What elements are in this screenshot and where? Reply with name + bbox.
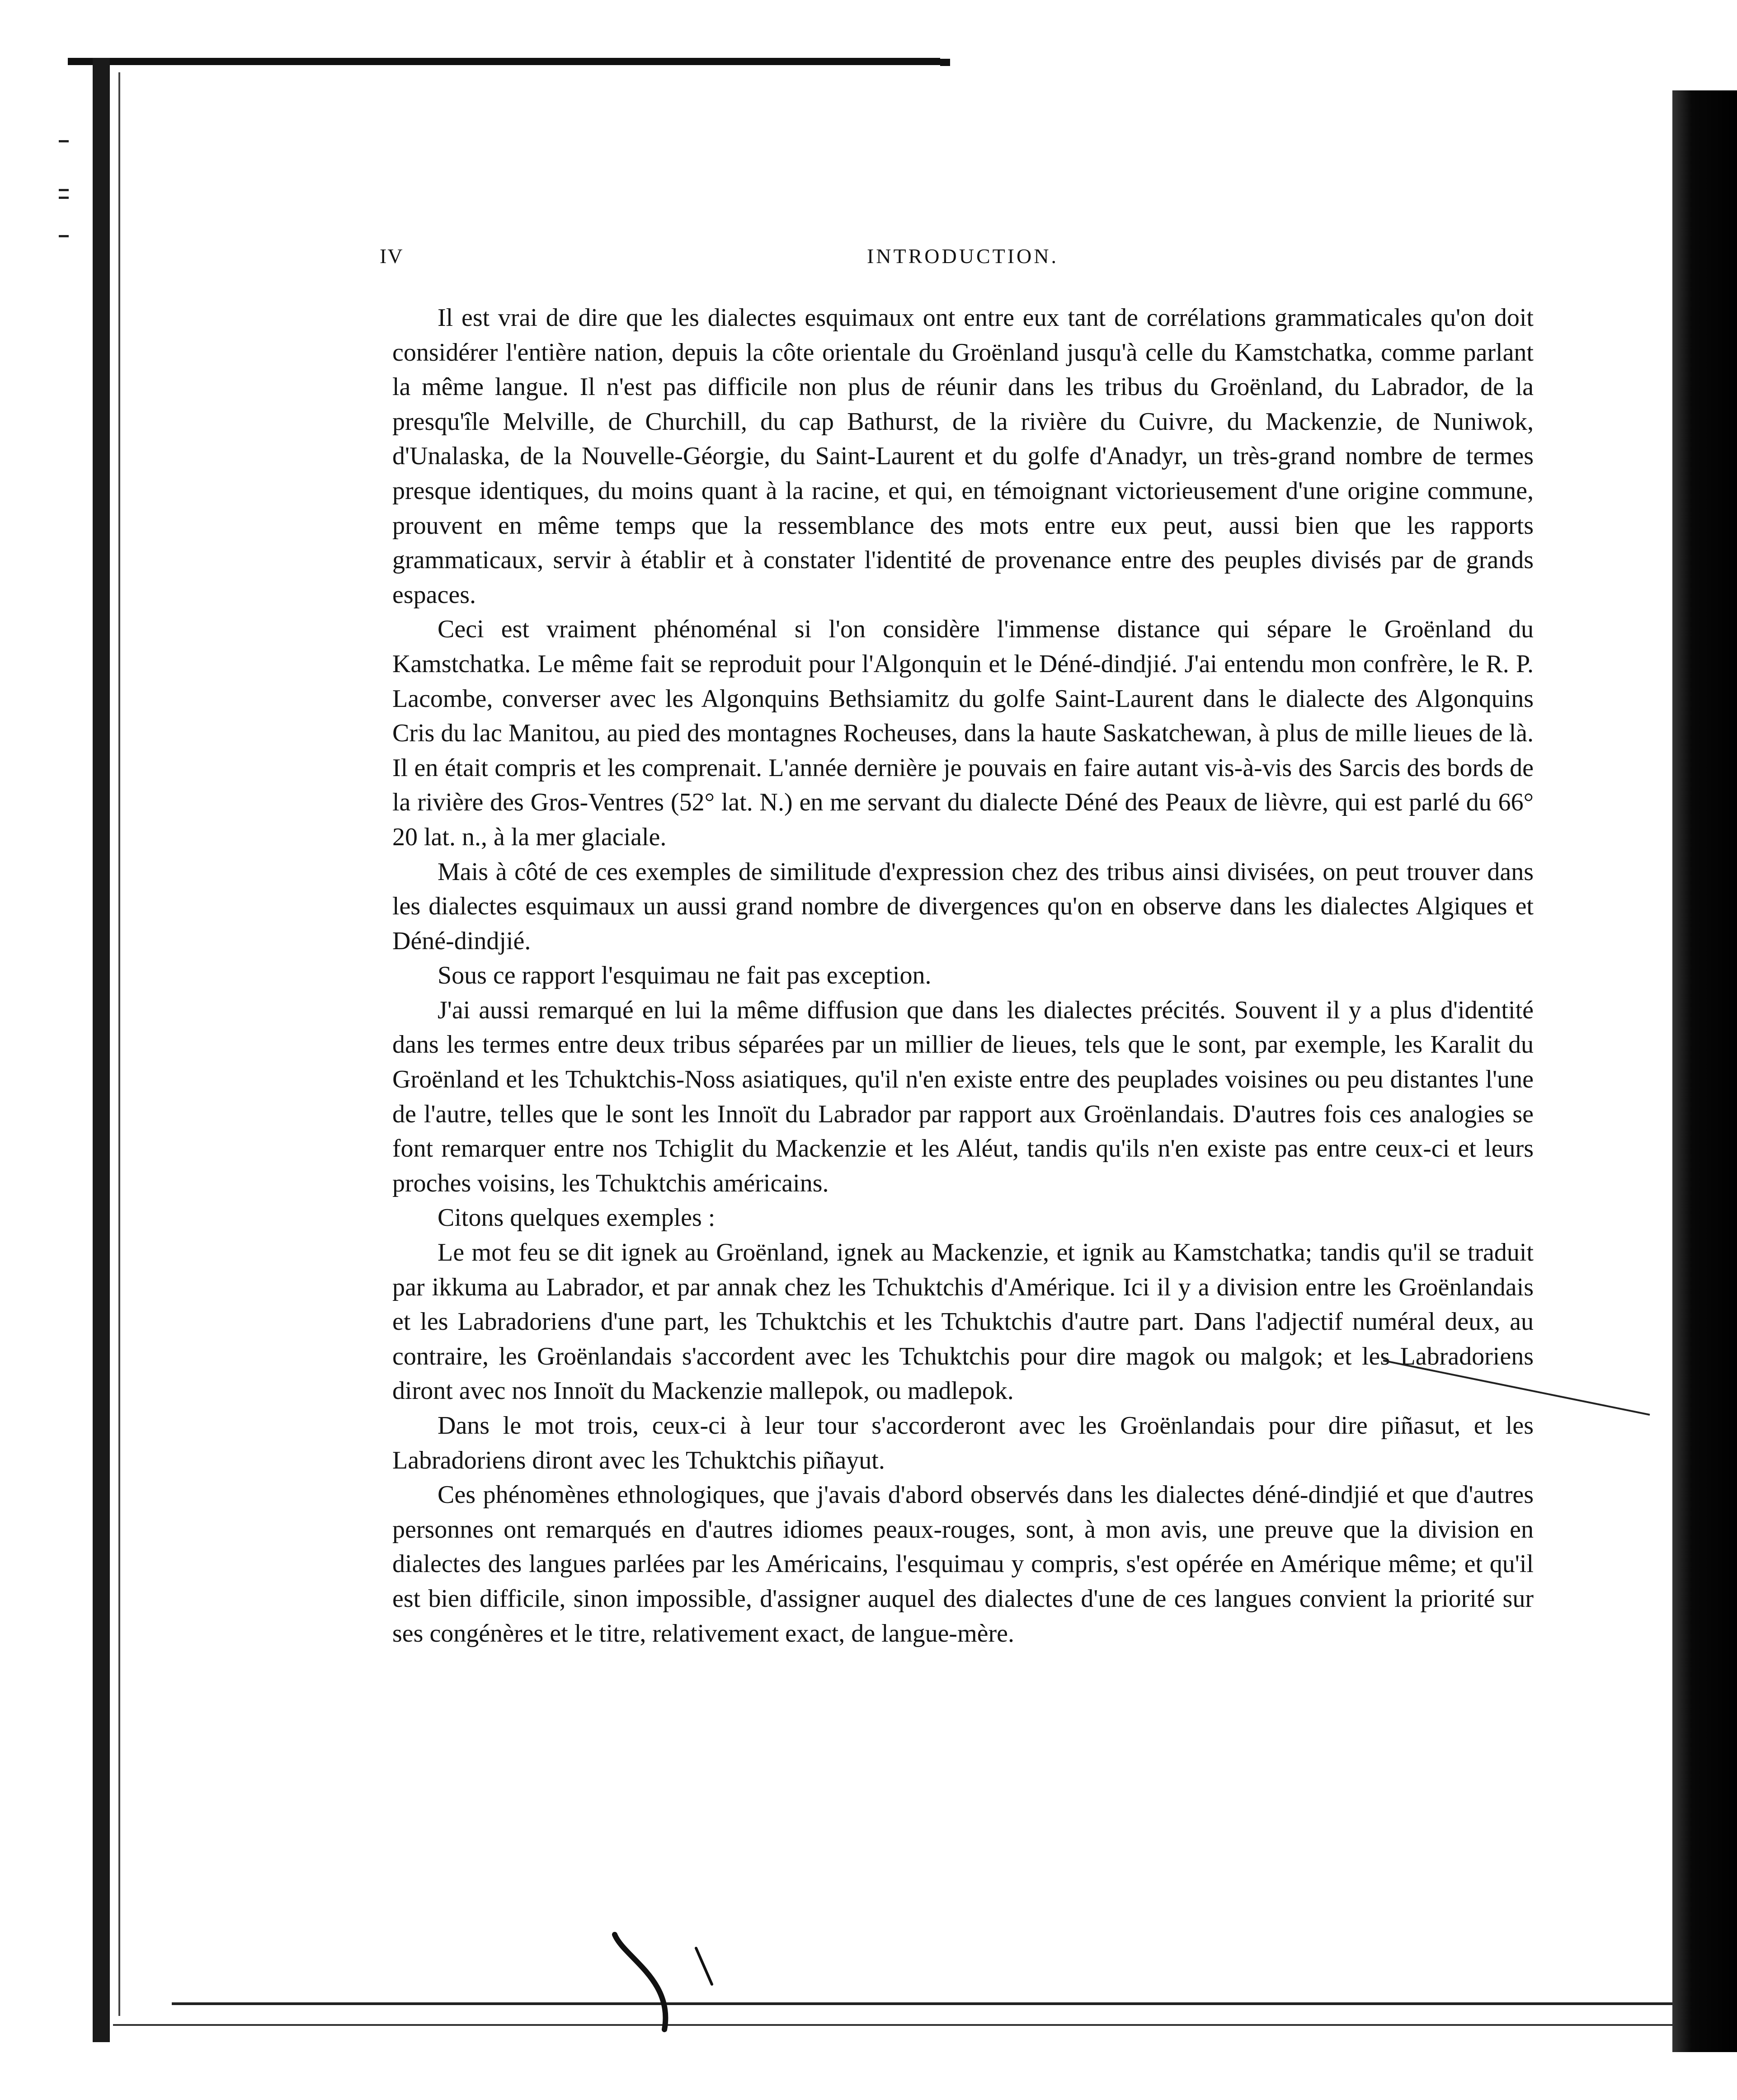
left-page-edge-line (118, 72, 120, 2016)
top-border-rule (68, 58, 940, 65)
margin-tick (59, 140, 69, 142)
paragraph: Il est vrai de dire que les dialectes esquimaux ont entre eux tant de corrélations grammaticales qu'on doit considérer l'entière nation, depuis la côte orientale du Groënland jusqu'à celle du Kamstchatka, comme parlant la même langue. Il n'est pas difficile non plus de réunir dans les tribus du Groënland, du Labrador, de la presqu'île Melville, de Churchill, du cap Bathurst, de la rivière du Cuivre, du Mackenzie, de Nuniwok, d'Unalaska, de la Nouvelle-Géorgie, du Saint-Laurent et du golfe d'Anadyr, un très-grand nombre de termes presque identiques, du moins quant à la racine, et qui, en témoignant victorieusement d'une origine commune, prouvent en même temps que la ressemblance des mots entre eux peut, aussi bien que les rapports grammaticaux, servir à établir et à constater l'identité de provenance entre des peuples divisés par de grands espaces. (392, 304, 1534, 609)
running-head (380, 244, 1546, 276)
paragraph: Ces phénomènes ethnologiques, que j'avais d'abord observés dans les dialectes déné-dindjié et que d'autres personnes ont remarqués en d'autres idiomes peaux-rouges, sont, à mon avis, une preuve que la division en dialectes des langues parlées par les Américains, l'esquimau y compris, s'est opérée en Amérique même; et qu'il est bien difficile, sinon impossible, d'assigner auquel des dialectes d'une de ces langues convient la priorité sur ses congénères et le titre, relativement exact, de langue-mère. (392, 1481, 1534, 1648)
handwritten-stroke (606, 1930, 719, 2034)
left-page-edge (93, 58, 110, 2042)
page-number: IV (380, 245, 404, 268)
paragraph: Ceci est vraiment phénoménal si l'on considère l'immense distance qui sépare le Groënland du Kamstchatka. Le même fait se reproduit pour l'Algonquin et le Déné-dindjié. J'ai entendu mon confrère, le R. P. Lacombe, converser avec les Algonquins Bethsiamitz du golfe Saint-Laurent dans le dialecte des Algonquins Cris du lac Manitou, au pied des montagnes Rocheuses, dans la haute Saskatchewan, à plus de mille lieues de là. Il en était compris et les comprenait. L'année dernière je pouvais en faire autant vis-à-vis des Sarcis des bords de la rivière des Gros-Ventres (52° lat. N.) en me servant du dialecte Déné des Peaux de lièvre, qui est parlé du 66° 20 lat. n., à la mer glaciale. (392, 615, 1534, 851)
body-text (392, 301, 1534, 1651)
margin-tick (59, 197, 69, 199)
right-page-edge-shadow (1672, 90, 1737, 2052)
paragraph: J'ai aussi remarqué en lui la même diffusion que dans les dialectes précités. Souvent il y a plus d'identité dans les termes entre deux tribus séparées par un millier de lieues, tels que le sont, par exemple, les Karalit du Groënland et les Tchuktchis-Noss asiatiques, qu'il n'en existe entre des peuplades voisines ou peu distantes l'une de l'autre, telles que le sont les Innoït du Labrador par rapport aux Groënlandais. D'autres fois ces analogies se font remarquer entre nos Tchiglit du Mackenzie et les Aléut, tandis qu'ils n'en existe pas entre ceux-ci et leurs proches voisins, les Tchuktchis américains. (392, 996, 1534, 1197)
paragraph: Mais à côté de ces exemples de similitude d'expression chez des tribus ainsi divisées, on peut trouver dans les dialectes esquimaux un aussi grand nombre de divergences qu'on en observe dans les dialectes Algiques et Déné-dindjié. (392, 857, 1534, 955)
paragraph: Citons quelques exemples : (438, 1204, 716, 1232)
bottom-border-rule-lower (113, 2024, 1672, 2026)
page-title: INTRODUCTION. (866, 245, 1059, 268)
handwritten-line (1383, 1356, 1654, 1419)
top-border-mark (940, 59, 950, 66)
paragraph: Dans le mot trois, ceux-ci à leur tour s'accorderont avec les Groënlandais pour dire piñasut, et les Labradoriens diront avec les Tchuktchis piñayut. (392, 1412, 1534, 1474)
bottom-border-rule (172, 2002, 1672, 2005)
margin-tick (59, 189, 69, 191)
margin-tick (59, 235, 69, 237)
paragraph: Sous ce rapport l'esquimau ne fait pas exception. (438, 961, 932, 990)
paragraph: Le mot feu se dit ignek au Groënland, ignek au Mackenzie, et ignik au Kamstchatka; tandis qu'il se traduit par ikkuma au Labrador, et par annak chez les Tchuktchis d'Amérique. Ici il y a division entre les Groënlandais et les Labradoriens d'une part, les Tchuktchis et les Tchuktchis d'autre part. Dans l'adjectif numéral deux, au contraire, les Groënlandais s'accordent avec les Tchuktchis pour dire magok ou malgok; et les Labradoriens diront avec nos Innoït du Mackenzie mallepok, ou madlepok. (392, 1238, 1534, 1405)
